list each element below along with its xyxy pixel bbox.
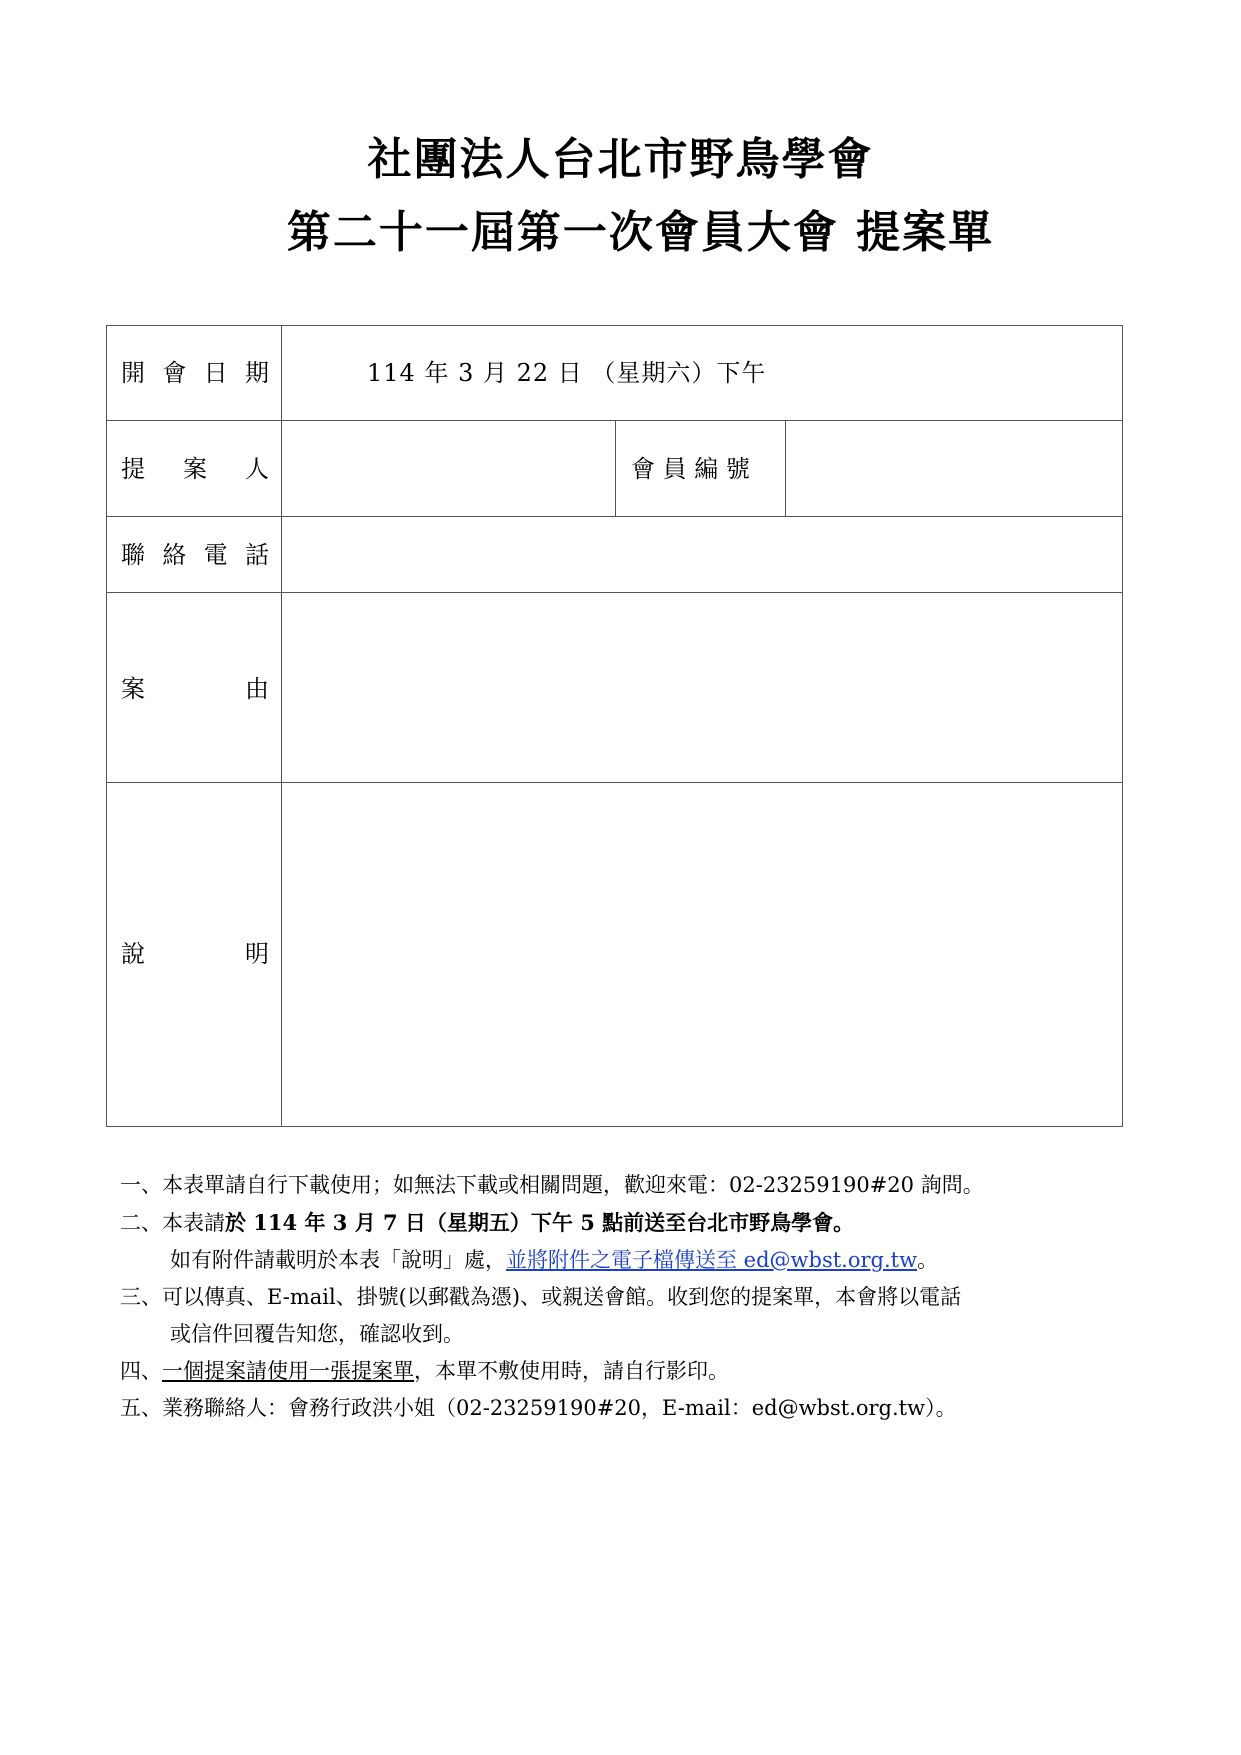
subject-field[interactable] bbox=[285, 595, 1119, 780]
member-no-label: 會 員 編 號 bbox=[631, 455, 750, 483]
form-title: 第二十一屆第一次會員大會 提案單 bbox=[286, 207, 995, 258]
subject-label: 案 由 bbox=[121, 675, 269, 703]
meeting-date-label: 開 會 日 期 bbox=[121, 359, 269, 387]
column-divider bbox=[281, 326, 282, 1126]
phone-field[interactable] bbox=[285, 519, 1119, 590]
note-2-attachment: 如有附件請載明於本表「說明」處，並將附件之電子檔傳送至 ed@wbst.org.tw。 bbox=[170, 1248, 939, 1272]
row-divider bbox=[107, 782, 1122, 783]
row-divider bbox=[107, 516, 1122, 517]
member-no-field[interactable] bbox=[789, 423, 1119, 514]
note-3: 三、可以傳真、E-mail、掛號(以郵戳為憑)、或親送會館。收到您的提案單，本會將以電話 bbox=[120, 1285, 962, 1309]
phone-label: 聯 絡 電 話 bbox=[121, 541, 269, 569]
column-divider bbox=[615, 420, 616, 516]
meeting-date-value: 114 年 3 月 22 日 （星期六）下午 bbox=[367, 359, 767, 387]
email-link[interactable]: 並將附件之電子檔傳送至 ed@wbst.org.tw bbox=[506, 1248, 918, 1272]
row-divider bbox=[107, 592, 1122, 593]
org-title: 社團法人台北市野鳥學會 bbox=[367, 134, 874, 185]
description-field[interactable] bbox=[285, 785, 1119, 1125]
proposer-label: 提 案 人 bbox=[121, 455, 269, 483]
column-divider bbox=[785, 420, 786, 516]
note-4: 四、一個提案請使用一張提案單，本單不敷使用時，請自行影印。 bbox=[120, 1359, 729, 1383]
notes-section bbox=[120, 1167, 1130, 1427]
proposer-field[interactable] bbox=[285, 423, 613, 514]
note-5: 五、業務聯絡人：會務行政洪小姐（02-23259190#20，E-mail：ed@wbst.org.tw）。 bbox=[120, 1396, 957, 1420]
note-2: 二、本表請於 114 年 3 月 7 日（星期五）下午 5 點前送至台北市野鳥學會。 bbox=[120, 1210, 855, 1235]
description-label: 說 明 bbox=[121, 940, 269, 968]
note-1: 一、本表單請自行下載使用；如無法下載或相關問題，歡迎來電：02-23259190#20 詢問。 bbox=[120, 1173, 984, 1197]
note-3-cont: 或信件回覆告知您，確認收到。 bbox=[170, 1322, 464, 1346]
proposal-form-table bbox=[106, 325, 1123, 1127]
